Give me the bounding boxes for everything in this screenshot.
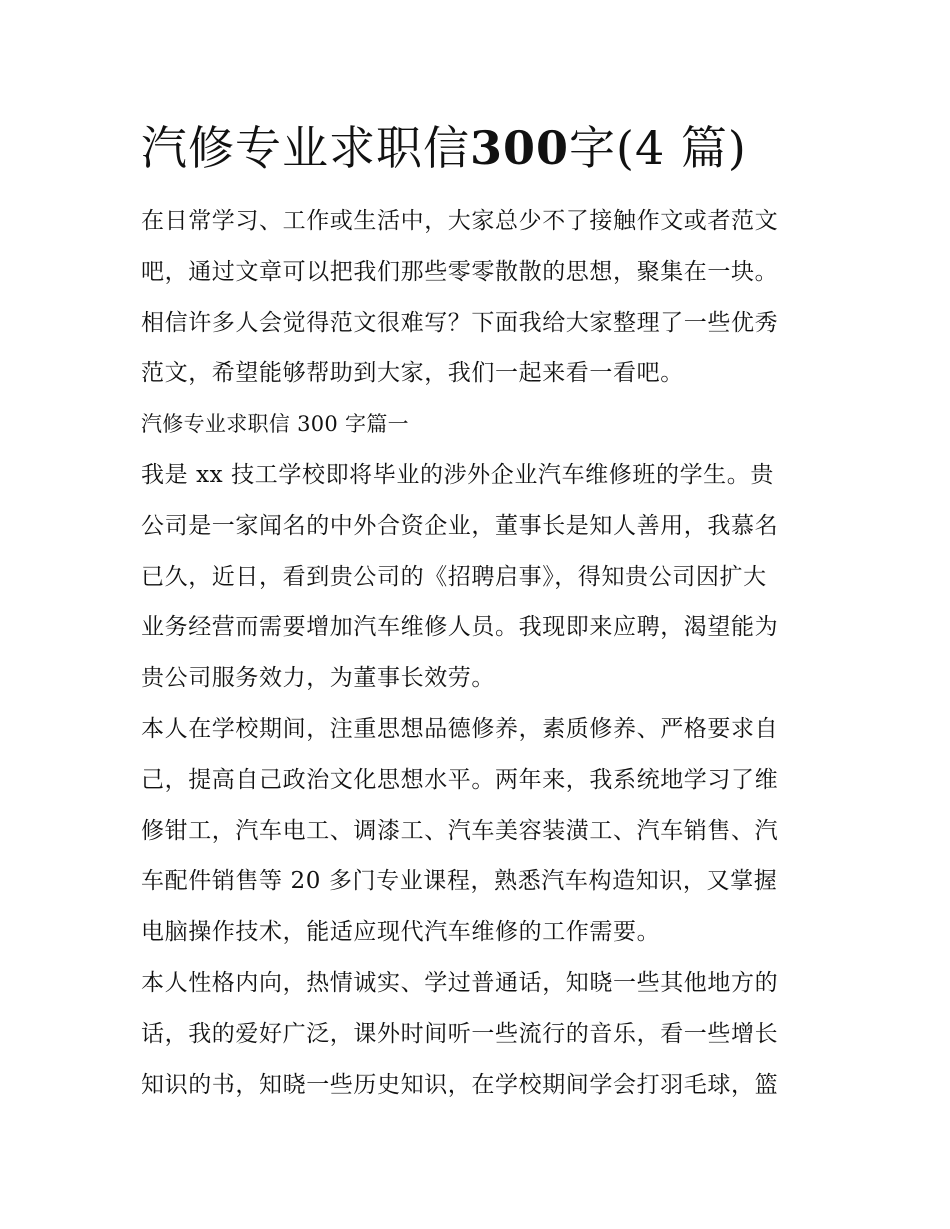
document-body xyxy=(141,196,813,1110)
body-text-line: 话，我的爱好广泛，课外时间听一些流行的音乐，看一些增长 xyxy=(141,1020,779,1047)
body-text-line: 贵公司服务效力，为董事长效劳。 xyxy=(141,665,495,692)
body-text-line: 业务经营而需要增加汽车维修人员。我现即来应聘，渴望能为 xyxy=(141,614,779,641)
body-text-line: 我是 xx 技工学校即将毕业的涉外企业汽车维修班的学生。贵 xyxy=(141,461,774,488)
body-text-line: 公司是一家闻名的中外合资企业，董事长是知人善用，我慕名 xyxy=(141,512,779,539)
section-heading: 汽修专业求职信 300 字篇一 xyxy=(141,412,409,437)
body-text-line: 知识的书，知晓一些历史知识，在学校期间学会打羽毛球，篮 xyxy=(141,1071,779,1098)
body-text-line: 本人在学校期间，注重思想品德修养，素质修养、严格要求自 xyxy=(141,715,779,742)
body-text-line: 电脑操作技术，能适应现代汽车维修的工作需要。 xyxy=(141,919,661,946)
body-text-line: 相信许多人会觉得范文很难写？下面我给大家整理了一些优秀 xyxy=(141,309,779,336)
body-text-line: 修钳工，汽车电工、调漆工、汽车美容装潢工、汽车销售、汽 xyxy=(141,817,779,844)
document-title xyxy=(141,118,821,178)
title-number: 300 xyxy=(470,121,570,175)
title-main: 汽修专业求职信 xyxy=(141,121,470,175)
body-text-line: 己，提高自己政治文化思想水平。两年来，我系统地学习了维 xyxy=(141,766,779,793)
title-tail: 字(4 篇) xyxy=(569,121,747,175)
body-text-line: 吧，通过文章可以把我们那些零零散散的思想，聚集在一块。 xyxy=(141,258,779,285)
body-text-line: 范文，希望能够帮助到大家，我们一起来看一看吧。 xyxy=(141,360,684,387)
body-text-line: 在日常学习、工作或生活中，大家总少不了接触作文或者范文 xyxy=(141,208,779,234)
body-text-line: 本人性格内向，热情诚实、学过普通话，知晓一些其他地方的 xyxy=(141,969,779,996)
body-text-line: 已久，近日，看到贵公司的《招聘启事》，得知贵公司因扩大 xyxy=(141,563,767,590)
body-text-line: 车配件销售等 20 多门专业课程，熟悉汽车构造知识，又掌握 xyxy=(141,868,778,895)
